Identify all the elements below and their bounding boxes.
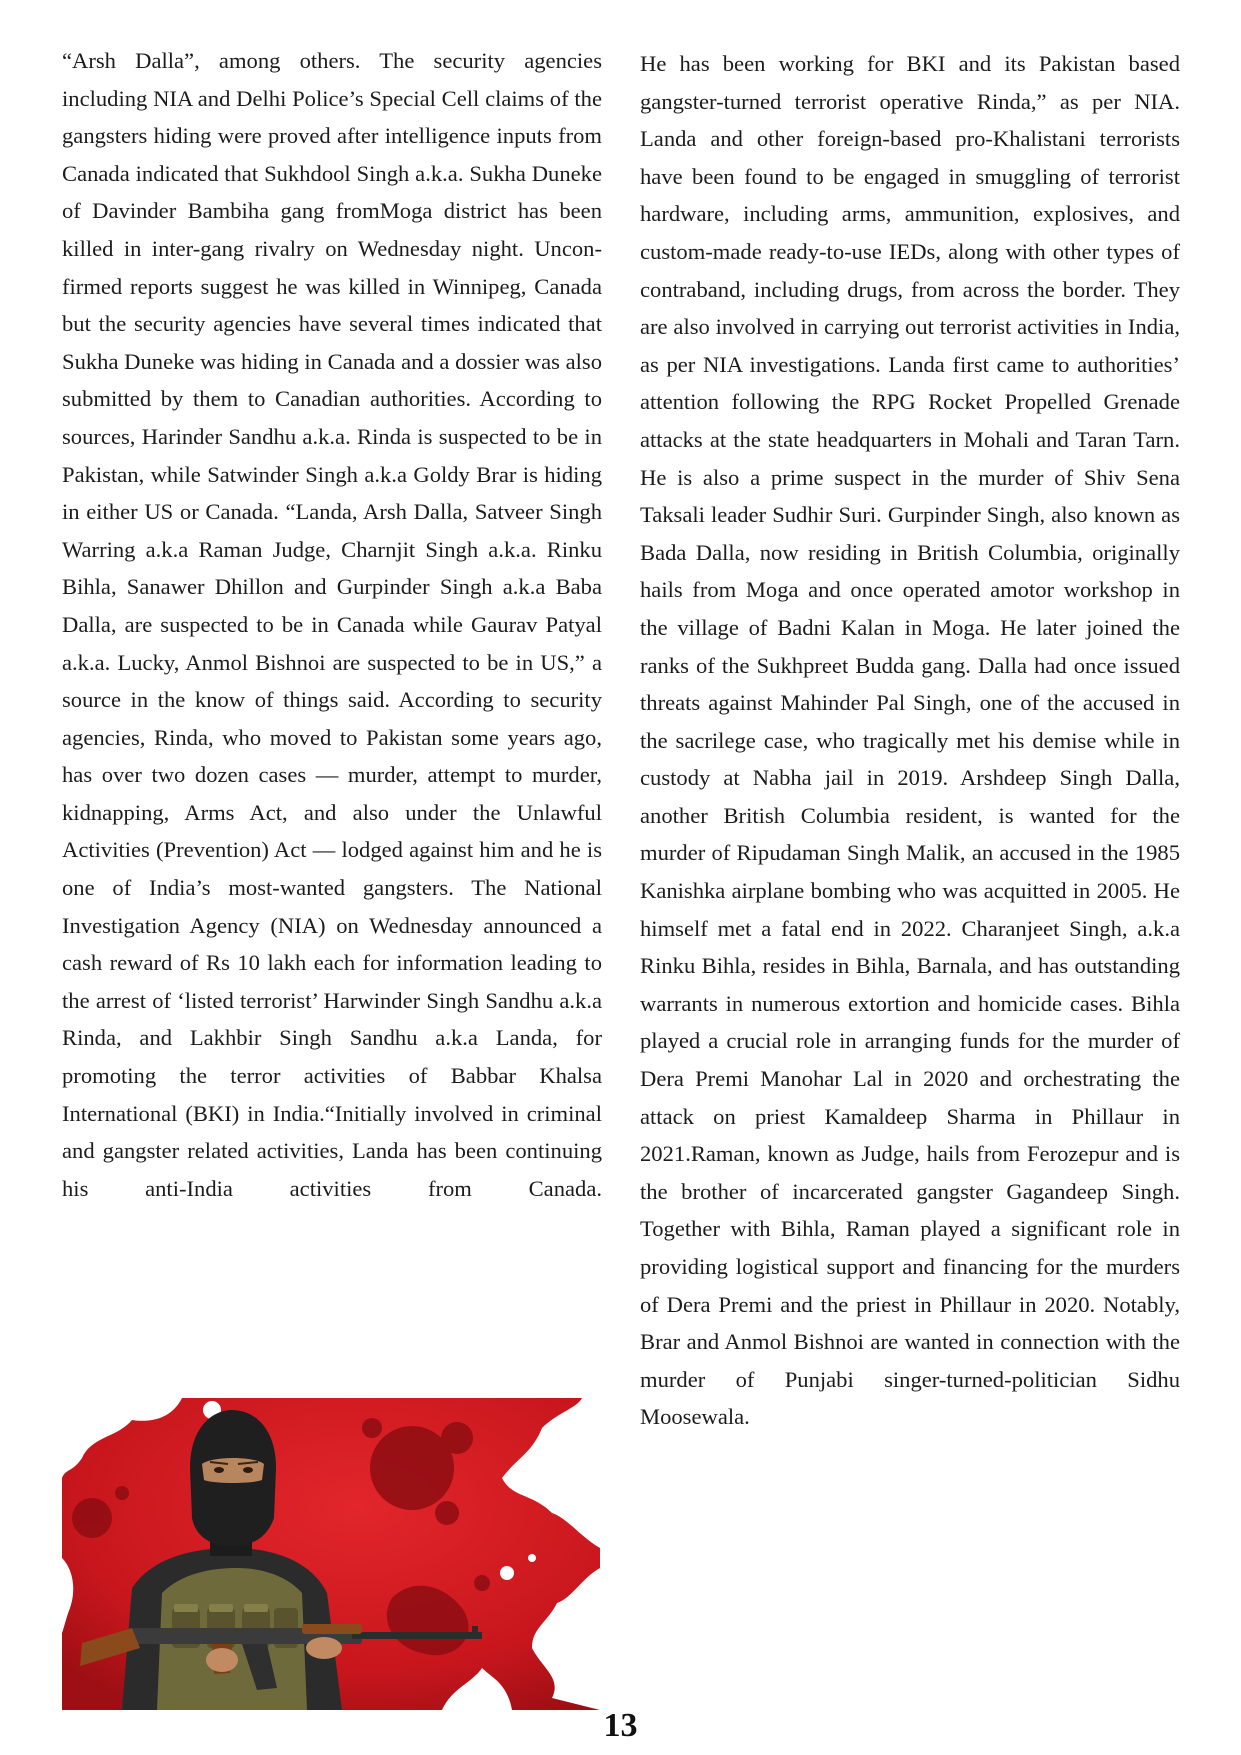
masked-gunman-illustration [62, 1398, 600, 1710]
right-column-text: He has been working for BKI and its Pakistan based gangster-turned terrorist operative Rinda,” as per NIA. Landa and other foreign-based pro-Khalistani terrorists have been found to be engaged in smuggling of terrorist hardware, including arms, ammunition, explosives, and custom-made ready-to-use IEDs, along with other types of contraband, including drugs, from across the border. They are also involved in carrying out terrorist activities in India, as per NIA investigations. Landa first came to authorities’ attention following the RPG Rocket Propelled Grenade attacks at the state headquarters in Mohali and Taran Tarn. He is also a prime suspect in the murder of Shiv Sena Taksali leader Sudhir Suri. Gurpinder Singh, also known as Bada Dalla, now residing in British Columbia, originally hails from Moga and once operated amotor workshop in the village of Badni Kalan in Moga. He later joined the ranks of the Sukhpreet Budda gang. Dalla had once issued threats against Mahinder Pal Singh, one of the accused in the sacrilege case, who tragically met his demise while in custody at Nabha jail in 2019. Arshdeep Singh Dalla, another British Columbia resident, is wanted for the murder of Ripudaman Singh Malik, an accused in the 1985 Kanishka airplane bombing who was acquitted in 2005. He himself met a fatal end in 2022. Charanjeet Singh, a.k.a Rinku Bihla, resides in Bihla, Barnala, and has outstanding warrants in numerous extortion and homicide cases. Bihla played a crucial role in arranging funds for the murder of Dera Premi Manohar Lal in 2020 and orchestrating the attack on priest Kamaldeep Sharma in Phillaur in 2021.Raman, known as Judge, hails from Ferozepur and is the brother of incarcerated gangster Gagandeep Singh. Together with Bihla, Raman played a significant role in providing logistical support and financing for the murders of Dera Premi and the priest in Phillaur in 2020. Notably, Brar and Anmol Bishnoi are wanted in connection with the murder of Punjabi singer-turned-politician Sidhu Moosewala. [640, 51, 1180, 1430]
page-number: 13 [603, 1707, 638, 1744]
left-column [62, 42, 602, 1207]
left-column-text: “Arsh Dalla”, among others. The security agencies including NIA and Delhi Police’s Special Cell claims of the gangsters hiding were proved after intelligence inputs from Canada indicated that Sukhdool Singh a.k.a. Sukha Duneke of Davinder Bambiha gang fromMoga district has been killed in inter-gang rivalry on Wednesday night. Uncon-firmed reports suggest he was killed in Winnipeg, Canada but the security agencies have several times indicated that Sukha Duneke was hiding in Canada and a dossier was also submitted by them to Canadian authorities. According to sources, Harinder Sandhu a.k.a. Rinda is suspected to be in Pakistan, while Satwinder Singh a.k.a Goldy Brar is hiding in either US or Canada. “Landa, Arsh Dalla, Satveer Singh Warring a.k.a Raman Judge, Charnjit Singh a.k.a. Rinku Bihla, Sanawer Dhillon and Gurpinder Singh a.k.a Baba Dalla, are suspected to be in Canada while Gaurav Patyal a.k.a. Lucky, Anmol Bishnoi are suspected to be in US,” a source in the know of things said. According to security agencies, Rinda, who moved to Pakistan some years ago, has over two dozen cases — murder, attempt to murder, kidnapping, Arms Act, and also under the Unlawful Activities (Prevention) Act — lodged against him and he is one of India’s most-wanted gangsters. The National Investigation Agency (NIA) on Wednesday announced a cash reward of Rs 10 lakh each for information leading to the arrest of ‘listed terrorist’ Harwinder Singh Sandhu a.k.a Rinda, and Lakhbir Singh Sandhu a.k.a Landa, for promoting the terror activities of Babbar Khalsa International (BKI) in India.“Initially involved in criminal and gangster related activities, Landa has been continuing his anti-India activities from Canada. [62, 48, 602, 1201]
right-column [640, 45, 1180, 1436]
